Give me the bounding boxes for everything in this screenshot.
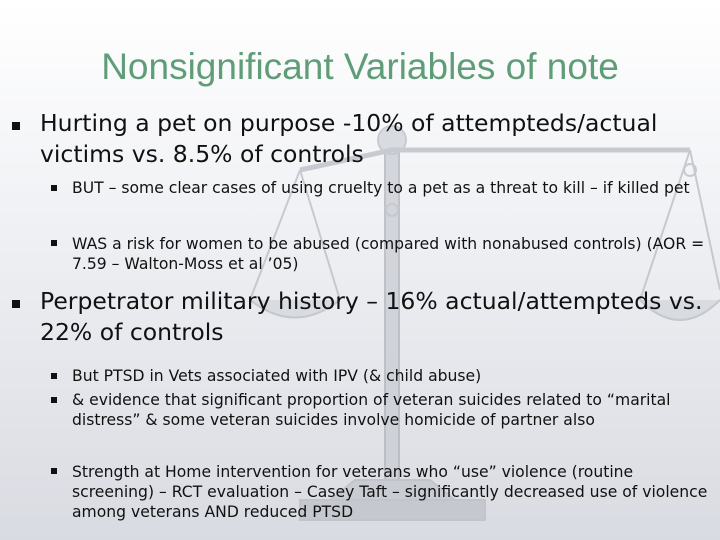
sub-bullet-marker bbox=[51, 185, 57, 191]
bullet-marker bbox=[12, 122, 20, 130]
sub-bullet-marker bbox=[51, 468, 57, 474]
bullet-main-2: Perpetrator military history – 16% actual/attempteds vs. 22% of controls bbox=[40, 287, 703, 346]
bullet-main-1: Hurting a pet on purpose -10% of attempteds/actual victims vs. 8.5% of controls bbox=[40, 109, 658, 168]
bullet-marker bbox=[12, 300, 20, 308]
sub-bullet-2-1: But PTSD in Vets associated with IPV (& child abuse) bbox=[72, 367, 482, 385]
sub-bullet-2-2: & evidence that significant proportion of veteran suicides related to “marital distress” & some veteran suicides involve homicide of partner also bbox=[72, 391, 671, 429]
sub-bullet-1-1: BUT – some clear cases of using cruelty to a pet as a threat to kill – if killed pet bbox=[72, 179, 690, 197]
sub-bullet-marker bbox=[51, 373, 57, 379]
sub-bullet-marker bbox=[51, 240, 57, 246]
sub-bullet-marker bbox=[51, 397, 57, 403]
slide-title: Nonsignificant Variables of note bbox=[101, 46, 619, 87]
sub-bullet-1-2: WAS a risk for women to be abused (compared with nonabused controls) (AOR = 7.59 – Walton-Moss et al ’05) bbox=[72, 235, 705, 273]
sub-bullet-2-3: Strength at Home intervention for veterans who “use” violence (routine screening) – RCT evaluation – Casey Taft – significantly decreased use of violence among veterans AND reduced PTSD bbox=[72, 463, 708, 521]
